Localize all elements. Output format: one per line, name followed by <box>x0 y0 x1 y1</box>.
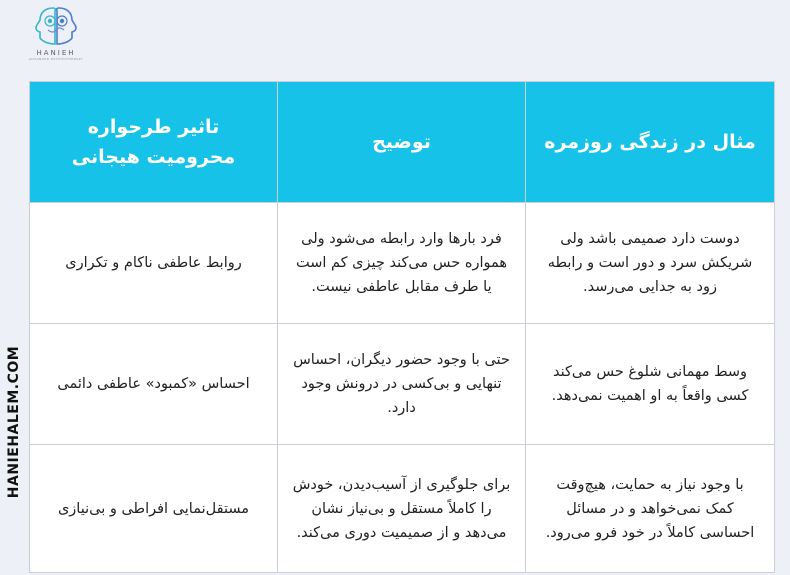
table-row <box>30 445 775 573</box>
cell-description: برای جلوگیری از آسیب‌دیدن، خودش را کاملاً مستقل و بی‌نیاز نشان می‌دهد و از صمیمیت دوری می‌کند. <box>278 445 526 573</box>
emotional-deprivation-table <box>29 81 775 573</box>
brand-logo <box>24 6 88 68</box>
table-row <box>30 203 775 324</box>
cell-example: با وجود نیاز به حمایت، هیچ‌وقت کمک نمی‌خواهد و در مسائل احساسی کاملاً در خود فرو می‌رود. <box>526 445 775 573</box>
two-heads-icon <box>31 6 81 48</box>
website-side-label <box>0 0 28 575</box>
header-example: مثال در زندگی روزمره <box>526 82 775 203</box>
cell-effect: احساس «کمبود» عاطفی دائمی <box>30 324 278 445</box>
header-description: توضیح <box>278 82 526 203</box>
cell-description: حتی با وجود حضور دیگران، احساس تنهایی و بی‌کسی در درونش وجود دارد. <box>278 324 526 445</box>
logo-name: HANIEH <box>36 49 76 57</box>
cell-example: دوست دارد صمیمی باشد ولی شریکش سرد و دور است و رابطه زود به جدایی می‌رسد. <box>526 203 775 324</box>
logo-subtext: ADVANCED PSYCHOTHERAPY <box>28 57 84 61</box>
table-header-row <box>30 82 775 203</box>
cell-effect: مستقل‌نمایی افراطی و بی‌نیازی <box>30 445 278 573</box>
website-text: HANIEHALEM.COM <box>6 345 22 499</box>
table-row <box>30 324 775 445</box>
cell-effect: روابط عاطفی ناکام و تکراری <box>30 203 278 324</box>
header-effect: تاثیر طرحواره محرومیت هیجانی <box>30 82 278 203</box>
cell-description: فرد بارها وارد رابطه می‌شود ولی همواره حس می‌کند چیزی کم است یا طرف مقابل عاطفی نیست. <box>278 203 526 324</box>
cell-example: وسط مهمانی شلوغ حس می‌کند کسی واقعاً به او اهمیت نمی‌دهد. <box>526 324 775 445</box>
